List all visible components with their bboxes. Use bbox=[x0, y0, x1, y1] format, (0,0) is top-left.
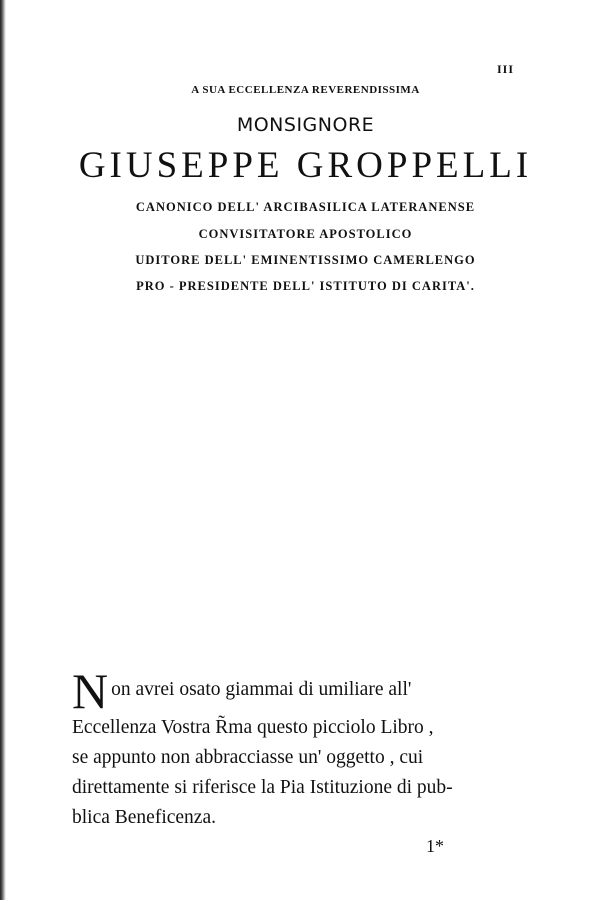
body-line-2: Eccellenza Vostra R̃ma questo picciolo Libro , bbox=[72, 717, 434, 738]
signature-mark: 1* bbox=[426, 836, 444, 856]
body-line-1: on avrei osato giammai di umiliare all' bbox=[111, 679, 412, 700]
dedicatee-title-3: UDITORE DELL' EMINENTISSIMO CAMERLENGO bbox=[135, 253, 476, 267]
dedicatee-title-2: CONVISITATORE APOSTOLICO bbox=[198, 227, 413, 241]
dedicatee-title-4: PRO - PRESIDENTE DELL' ISTITUTO DI CARITA'. bbox=[136, 279, 475, 293]
body-line-5: blica Beneficenza. bbox=[72, 807, 216, 828]
dedication-line: A SUA ECCELLENZA REVERENDISSIMA bbox=[191, 84, 420, 96]
dedication-body bbox=[72, 663, 542, 833]
body-line-3: se appunto non abbracciasse un' oggetto , cui bbox=[72, 747, 424, 768]
page-number: III bbox=[497, 62, 515, 76]
drop-cap: N bbox=[72, 663, 109, 719]
dedicatee-title-1: CANONICO DELL' ARCIBASILICA LATERANENSE bbox=[135, 200, 476, 214]
body-line-4: direttamente si riferisce la Pia Istituzione di pub- bbox=[72, 777, 453, 798]
dedicatee-name: GIUSEPPE GROPPELLI bbox=[78, 145, 533, 186]
honorific-title: MONSIGNORE bbox=[236, 114, 375, 136]
